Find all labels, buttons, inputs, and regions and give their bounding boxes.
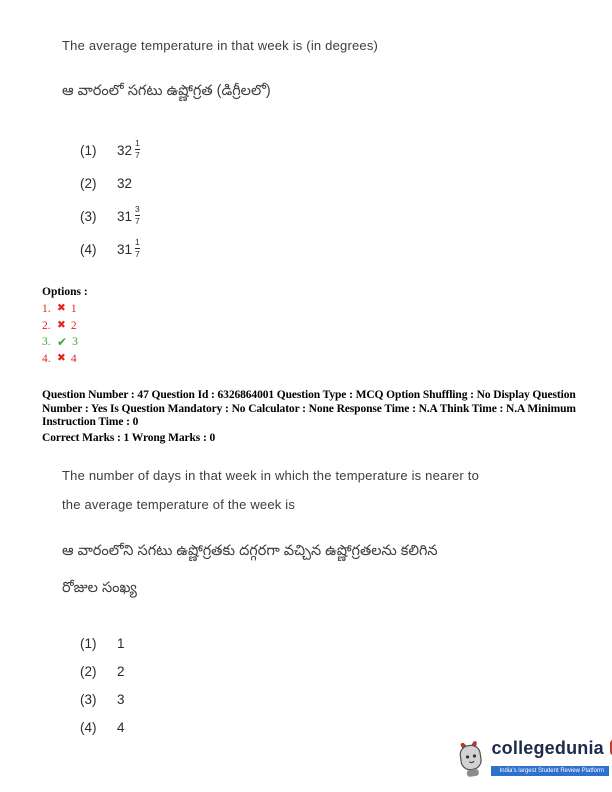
answer-option-label: 3 [72, 336, 78, 348]
fraction-numerator: 1 [135, 138, 140, 149]
option-row [80, 719, 578, 735]
question2-telugu-line1: ఆ వారంలోని సగటు ఉష్ణోగ్రతకు దగ్గరగా వచ్చిన ఉష్ణోగ్రతలను కలిగిన [62, 543, 438, 560]
answer-index: 2. [42, 319, 51, 332]
answer-index: 1. [42, 303, 51, 315]
option-row [80, 172, 578, 194]
option-number: (4) [80, 719, 97, 735]
fraction-denominator: 7 [135, 215, 140, 226]
question2-english-line2: the average temperature of the week is [62, 497, 296, 513]
option-number: (3) [80, 208, 97, 224]
option-value: 1 [117, 635, 125, 651]
fraction-numerator: 3 [135, 204, 140, 215]
fraction-numerator: 1 [135, 237, 140, 248]
question1-text-english: The average temperature in that week is (in degrees) [62, 38, 379, 53]
cross-icon: ✖ [57, 319, 66, 331]
option-number: (1) [80, 142, 97, 158]
answer-key-row [42, 301, 578, 318]
option-row [80, 238, 578, 260]
option-value [117, 238, 140, 259]
question2-telugu-line2: రోజుల సంఖ్య [62, 580, 137, 597]
collegedunia-mascot-icon [456, 740, 486, 780]
option-row [80, 139, 578, 161]
fraction [135, 204, 140, 225]
question2-text-english [62, 461, 578, 519]
option-value [117, 205, 140, 226]
brand-tagline: India's largest Student Review Platform [491, 766, 609, 776]
question-metadata: Question Number : 47 Question Id : 6326864001 Question Type : MCQ Option Shuffling : No Display Question Number : Yes Is Question Mandatory : No Calculator : None Response Time : N.A Think Time : N.A Minimum Instruction Time : 0 [42, 389, 576, 429]
option-row [80, 691, 578, 707]
option-number: (1) [80, 635, 97, 651]
option-value: 4 [117, 719, 125, 735]
answer-option-label: 4 [70, 352, 77, 365]
option-number: (2) [80, 175, 97, 191]
option-row [80, 663, 578, 679]
cross-icon: ✖ [57, 352, 66, 364]
option-value: 2 [117, 663, 125, 679]
answer-index: 3. [42, 336, 51, 348]
answer-option-label: 2 [70, 319, 77, 332]
whole-number: 31 [117, 241, 133, 257]
option-number: (2) [80, 663, 97, 679]
answer-key-row [42, 318, 578, 335]
answer-key [42, 286, 578, 367]
option-value [117, 139, 140, 160]
option-value: 3 [117, 691, 125, 707]
question2-english-line1: The number of days in that week in which the temperature is nearer to [62, 468, 480, 484]
option-number: (4) [80, 241, 97, 257]
option-value [117, 176, 132, 191]
fraction [135, 237, 140, 258]
option-row [80, 205, 578, 227]
question-marks: Correct Marks : 1 Wrong Marks : 0 [42, 431, 216, 444]
option-row [80, 635, 578, 651]
answer-key-row [42, 334, 578, 351]
question1-options [80, 139, 578, 260]
brand-wordmark: collegedunia [491, 738, 604, 758]
question2-options [80, 635, 578, 735]
answer-option-label: 1 [70, 303, 77, 315]
fraction-denominator: 7 [135, 149, 140, 160]
check-icon: ✔ [57, 335, 68, 349]
whole-number: 32 [117, 175, 133, 191]
option-number: (3) [80, 691, 97, 707]
collegedunia-logo [456, 738, 609, 780]
cross-icon: ✖ [57, 303, 66, 314]
whole-number: 32 [117, 142, 133, 158]
fraction [135, 138, 140, 159]
brand-text-block [491, 738, 609, 777]
answer-key-heading: Options : [42, 286, 88, 298]
answer-key-row [42, 351, 578, 368]
question1-text-telugu: ఆ వారంలో సగటు ఉష్ణోగ్రత (డిగ్రీలలో) [62, 83, 271, 99]
fraction-denominator: 7 [135, 248, 140, 259]
answer-index: 4. [42, 352, 51, 365]
question2-text-telugu [62, 533, 578, 607]
whole-number: 31 [117, 208, 133, 224]
